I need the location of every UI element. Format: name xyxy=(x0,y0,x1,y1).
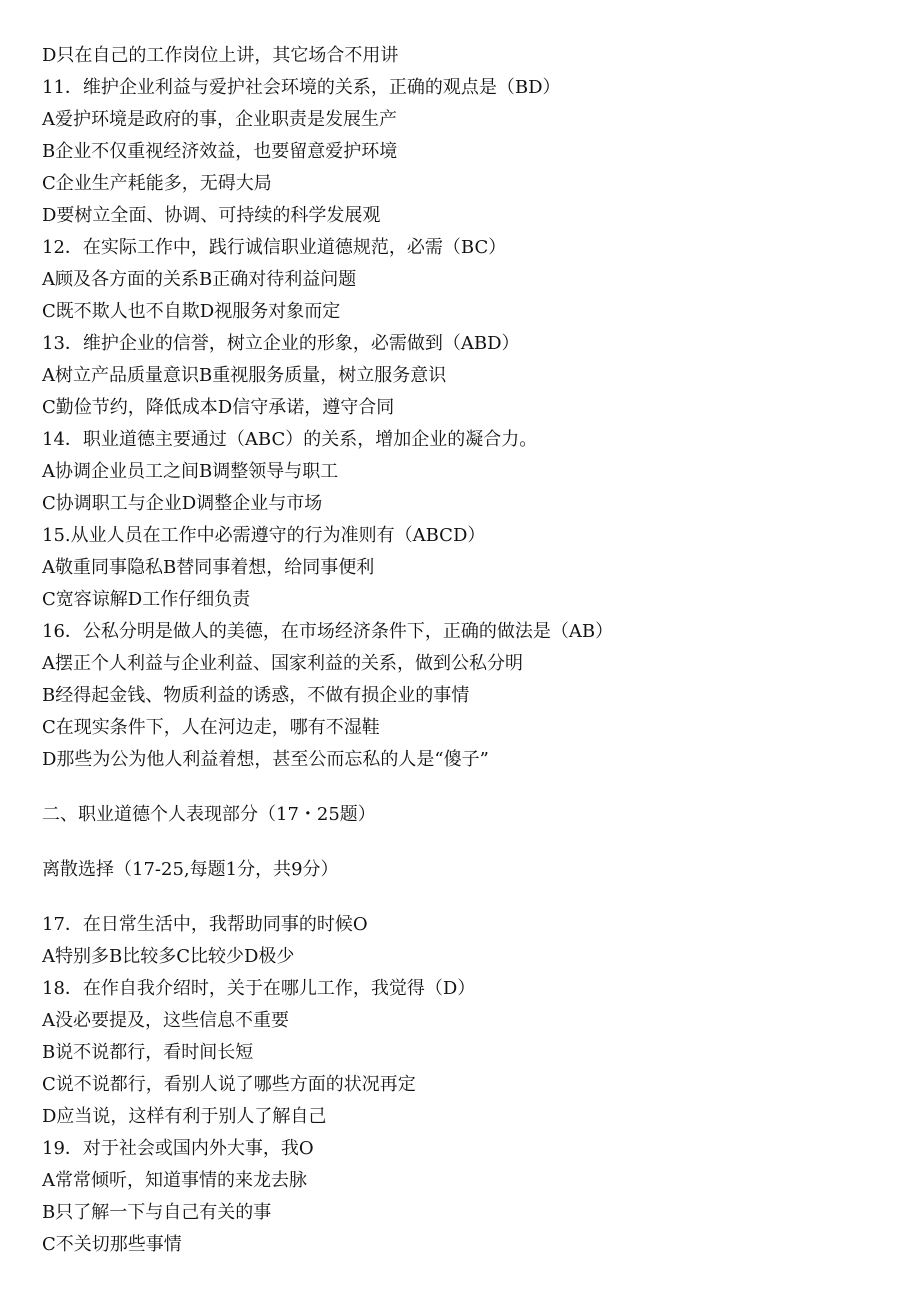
question-14: 14．职业道德主要通过（ABC）的关系，增加企业的凝合力。 xyxy=(42,429,538,450)
option-line: A顾及各方面的关系B正确对待利益问题 xyxy=(42,269,357,290)
question-15: 15.从业人员在工作中必需遵守的行为准则有（ABCD） xyxy=(42,525,486,546)
spacer xyxy=(42,831,882,854)
question-block-11-16 xyxy=(42,40,882,776)
option-line: C在现实条件下，人在河边走，哪有不湿鞋 xyxy=(42,717,380,738)
option-line: D要树立全面、协调、可持续的科学发展观 xyxy=(42,205,381,226)
option-line: A没必要提及，这些信息不重要 xyxy=(42,1010,289,1031)
option-line: A爱护环境是政府的事，企业职责是发展生产 xyxy=(42,109,397,130)
option-line: A特别多B比较多C比较少D极少 xyxy=(42,946,295,967)
question-18: 18．在作自我介绍时，关于在哪儿工作，我觉得（D） xyxy=(42,978,476,999)
option-line: C不关切那些事情 xyxy=(42,1234,182,1255)
spacer xyxy=(42,886,882,909)
option-line: B企业不仅重视经济效益，也要留意爱护环境 xyxy=(42,141,398,162)
option-line: C勤俭节约，降低成本D信守承诺，遵守合同 xyxy=(42,397,395,418)
option-line: B经得起金钱、物质利益的诱惑，不做有损企业的事情 xyxy=(42,685,470,706)
question-17: 17．在日常生活中，我帮助同事的时候O xyxy=(42,914,368,935)
option-line: A常常倾听，知道事情的来龙去脉 xyxy=(42,1170,307,1191)
option-line: C说不说都行，看别人说了哪些方面的状况再定 xyxy=(42,1074,416,1095)
question-16: 16．公私分明是做人的美德，在市场经济条件下，正确的做法是（AB） xyxy=(42,621,614,642)
option-line: B只了解一下与自己有关的事 xyxy=(42,1202,272,1223)
document-page xyxy=(42,40,882,1261)
option-line: B说不说都行，看时间长短 xyxy=(42,1042,254,1063)
question-19: 19．对于社会或国内外大事，我O xyxy=(42,1138,314,1159)
option-line: A协调企业员工之间B调整领导与职工 xyxy=(42,461,339,482)
spacer xyxy=(42,776,882,799)
option-line: A树立产品质量意识B重视服务质量，树立服务意识 xyxy=(42,365,447,386)
option-line: C协调职工与企业D调整企业与市场 xyxy=(42,493,323,514)
option-line: A敬重同事隐私B替同事着想，给同事便利 xyxy=(42,557,375,578)
option-line: C宽容谅解D工作仔细负责 xyxy=(42,589,251,610)
question-12: 12．在实际工作中，践行诚信职业道德规范，必需（BC） xyxy=(42,237,507,258)
option-line: D那些为公为他人利益着想，甚至公而忘私的人是“傻子” xyxy=(42,749,489,770)
option-line: A摆正个人利益与企业利益、国家利益的关系，做到公私分明 xyxy=(42,653,523,674)
option-line: C既不欺人也不自欺D视服务对象而定 xyxy=(42,301,341,322)
section-note: 离散选择（17-25,每题1分，共9分） xyxy=(42,859,339,880)
text-line: D只在自己的工作岗位上讲，其它场合不用讲 xyxy=(42,45,399,66)
section-heading: 二、职业道德个人表现部分（17・25题） xyxy=(42,804,376,825)
question-13: 13．维护企业的信誉，树立企业的形象，必需做到（ABD） xyxy=(42,333,520,354)
option-line: C企业生产耗能多，无碍大局 xyxy=(42,173,272,194)
question-11: 11．维护企业利益与爱护社会环境的关系，正确的观点是（BD） xyxy=(42,77,561,98)
option-line: D应当说，这样有利于别人了解自己 xyxy=(42,1106,327,1127)
question-block-17-19 xyxy=(42,909,882,1261)
